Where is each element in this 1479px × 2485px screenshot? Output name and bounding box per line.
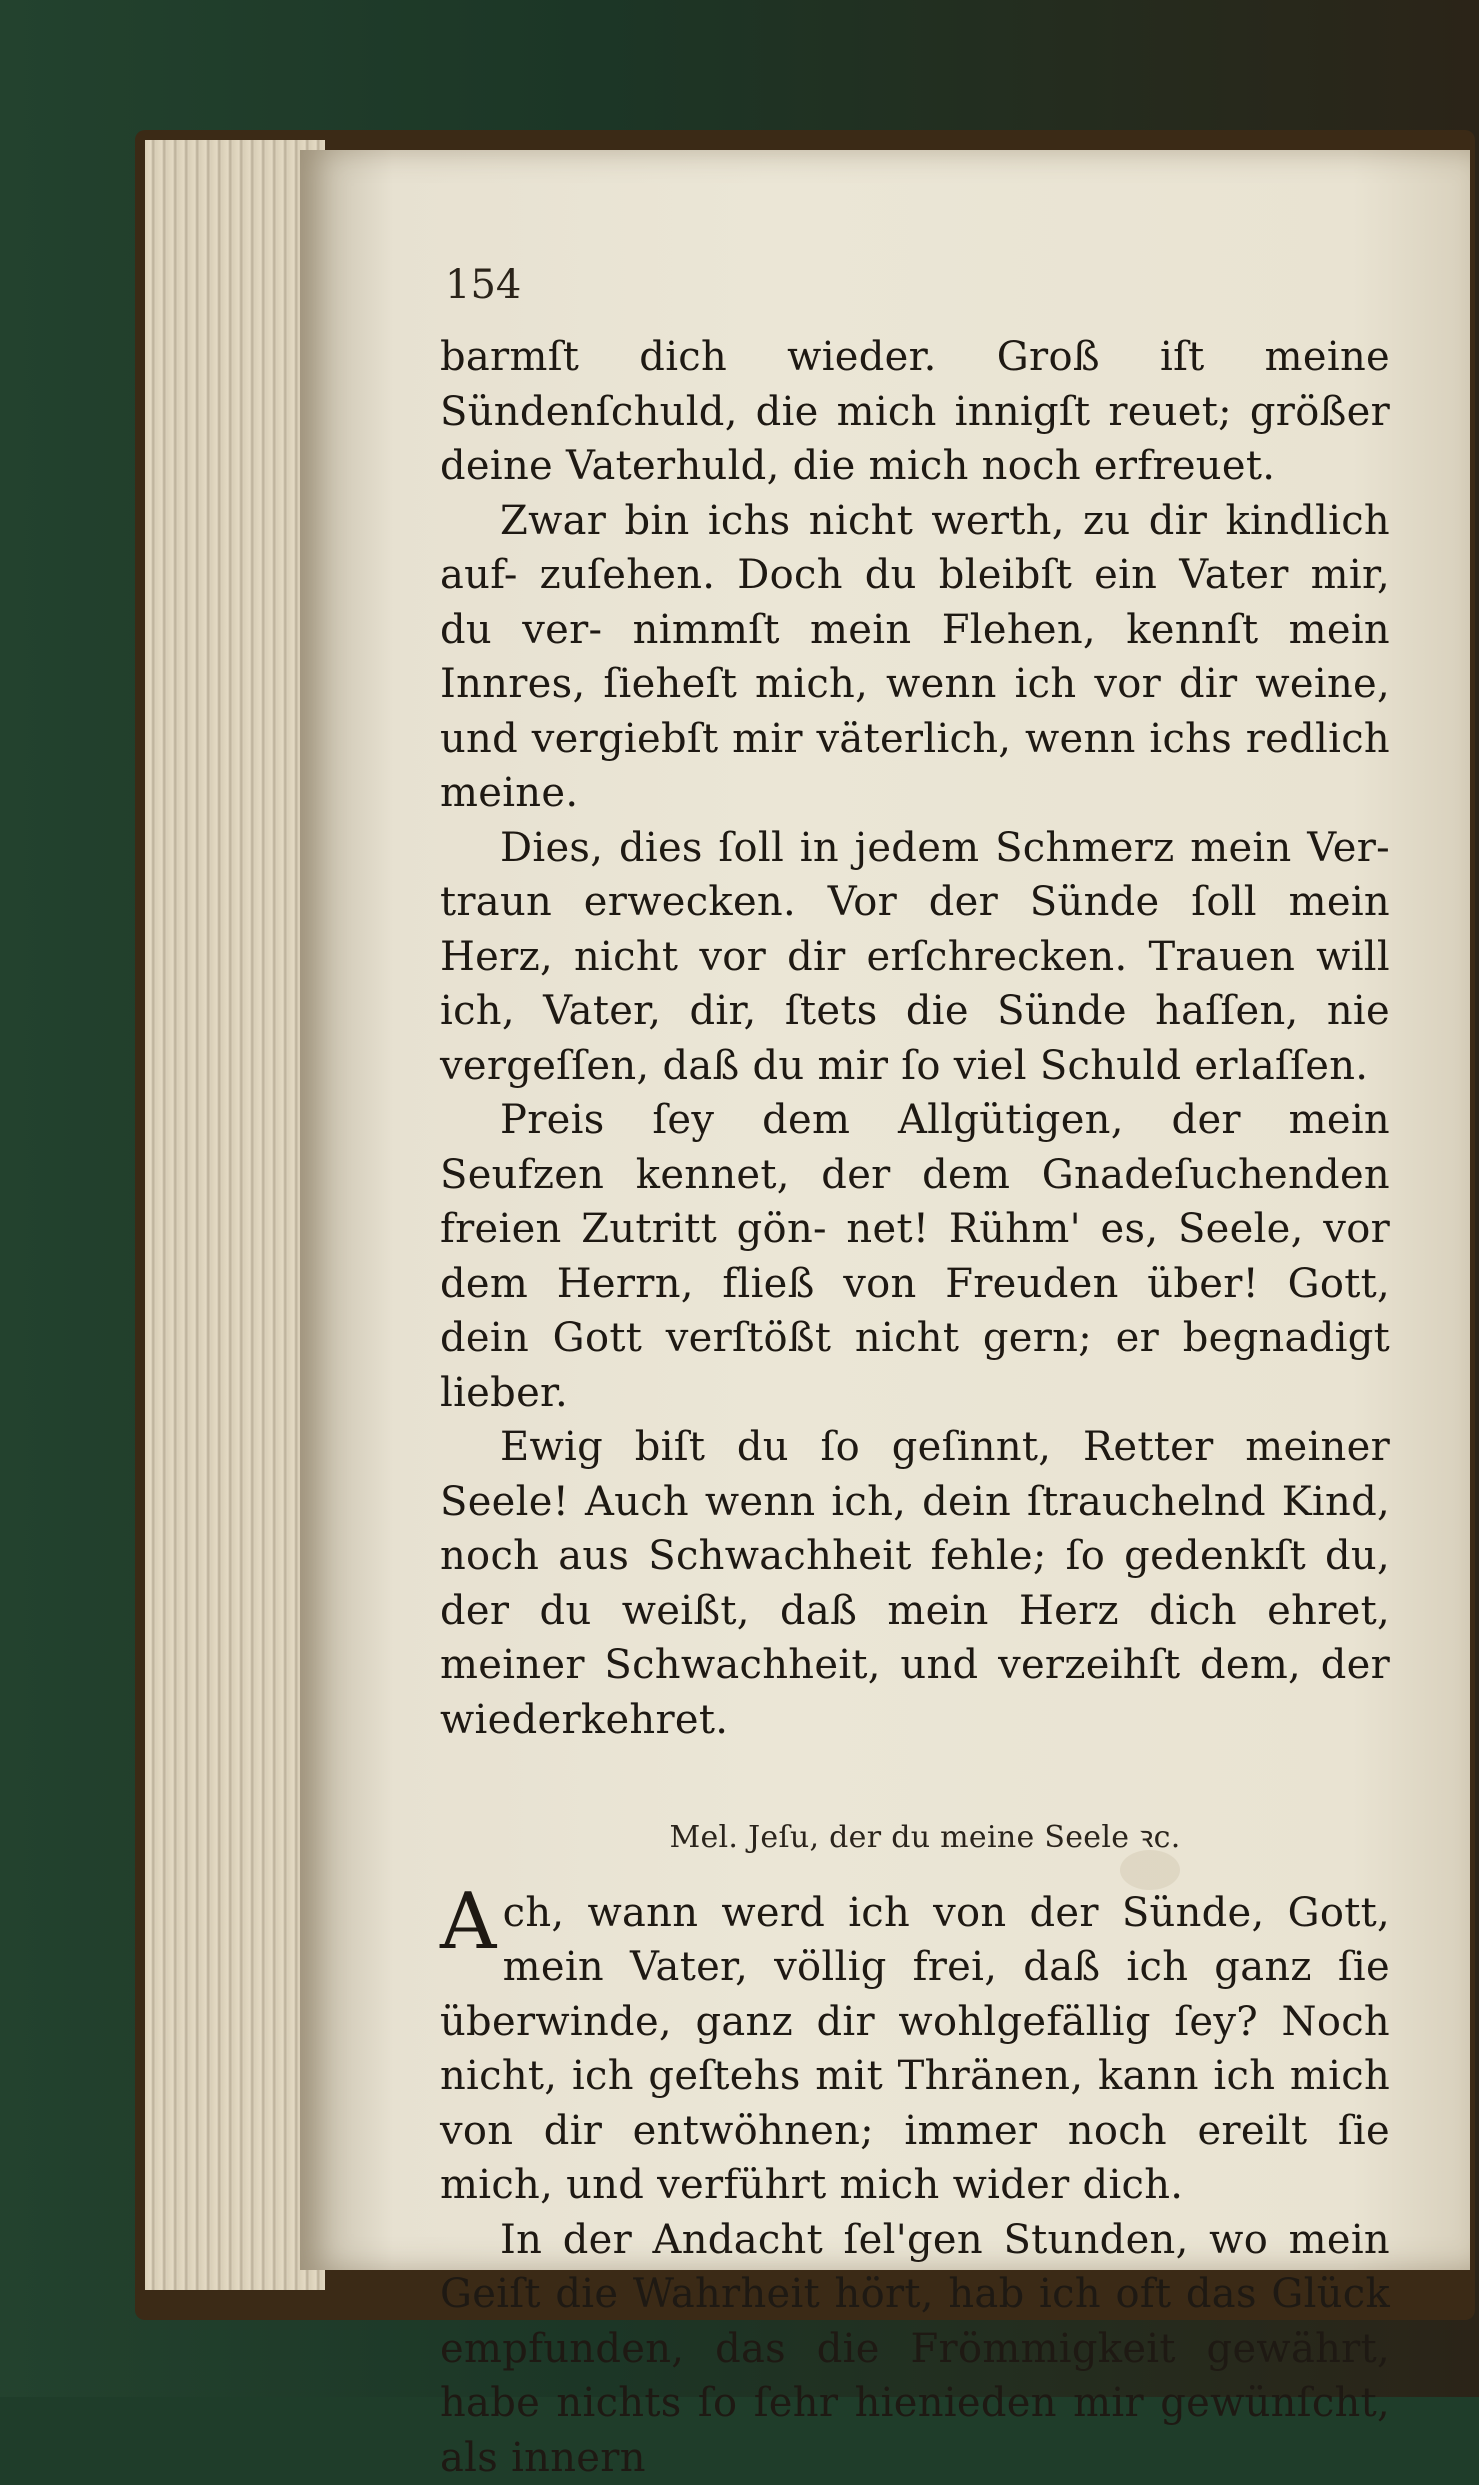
melody-line: Mel. Jeſu, der du meine Seele ꝛc. [440, 1811, 1390, 1866]
hymn-paragraph-1 [440, 1886, 1390, 2213]
paragraph-3: Dies, dies ſoll in jedem Schmerz mein Ver- traun erwecken. Vor der Sünde ſoll mein Herz, nicht vor dir erſchrecken. Trauen will ich, Vater, dir, ſtets die Sünde haſſen, nie vergeſſen, daß du mir ſo viel Schuld erlaſſen. [440, 821, 1390, 1094]
paragraph-4: Preis ſey dem Allgütigen, der mein Seufzen kennet, der dem Gnadeſuchenden freien Zutritt gön- net! Rühm' es, Seele, vor dem Herrn, fließ von Freuden über! Gott, dein Gott verſtößt nicht gern; er begnadigt lieber. [440, 1093, 1390, 1420]
page-edges [145, 140, 325, 2290]
paragraph-5: Ewig biſt du ſo geſinnt, Retter meiner Seele! Auch wenn ich, dein ſtrauchelnd Kind, noch aus Schwachheit fehle; ſo gedenkſt du, der du weißt, daß mein Herz dich ehret, meiner Schwachheit, und verzeihſt dem, der wiederkehret. [440, 1420, 1390, 1747]
hymn-paragraph-2: In der Andacht ſel'gen Stunden, wo mein Geiſt die Wahrheit hört, hab ich oft das Glück empfunden, das die Frömmigkeit gewährt, habe nichts ſo ſehr hienieden mir gewünſcht, als innern [440, 2213, 1390, 2485]
hymn-paragraph-1-text: ch, wann werd ich von der Sünde, Gott, mein Vater, völlig frei, daß ich ganz ſie überwinde, ganz dir wohlgefällig ſey? Noch nicht, ich geſtehs mit Thränen, kann ich mich von dir entwöhnen; immer noch ereilt ſie mich, und verführt mich wider dich. [440, 1890, 1390, 2209]
page-text [440, 330, 1390, 2485]
drop-cap: A [440, 1892, 497, 1952]
page-number: 154 [445, 262, 521, 308]
paragraph-1: barmſt dich wieder. Groß iſt meine Sündenſchuld, die mich innigſt reuet; größer deine Vaterhuld, die mich noch erfreuet. [440, 330, 1390, 494]
paragraph-2: Zwar bin ichs nicht werth, zu dir kindlich auf- zuſehen. Doch du bleibſt ein Vater mir, du ver- nimmſt mein Flehen, kennſt mein Innres, ſieheſt mich, wenn ich vor dir weine, und vergiebſt mir väterlich, wenn ichs redlich meine. [440, 494, 1390, 821]
